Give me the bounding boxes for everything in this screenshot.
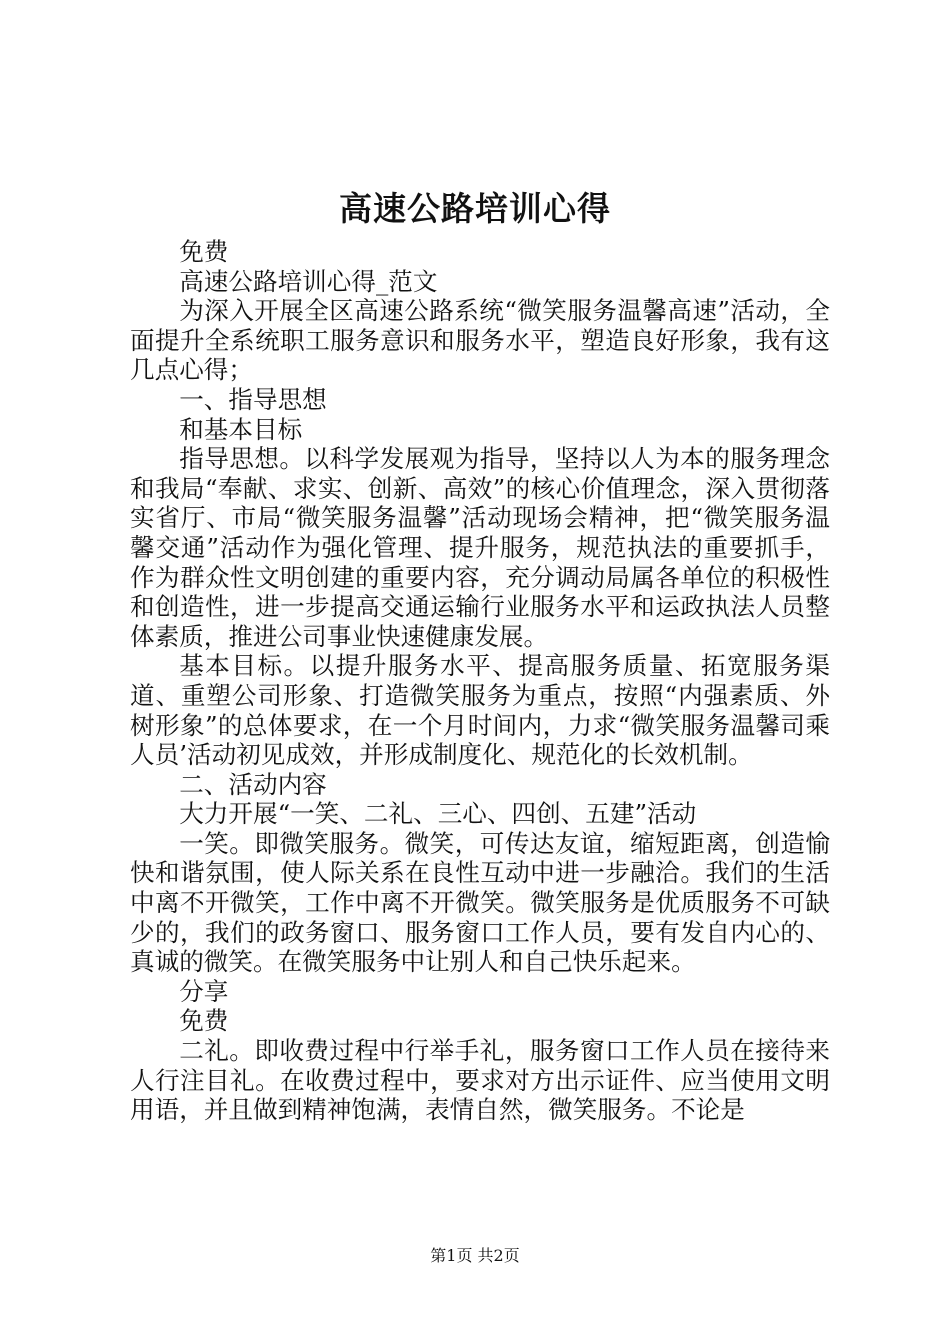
paragraph: 大力开展“一笑、二礼、三心、四创、五建”活动 [179,799,697,829]
paragraph: 为深入开展全区高速公路系统“微笑服务温馨高速”活动，全面提升全系统职工服务意识和服务水平，塑造良好形象，我有这几点心得； [130,296,830,385]
paragraph: 一笑。即微笑服务。微笑，可传达友谊，缩短距离，创造愉快和谐氛围，使人际关系在良性互动中进一步融洽。我们的生活中离不开微笑，工作中离不开微笑。微笑服务是优质服务不可缺少的，我们的政务窗口、服务窗口工作人员，要有发自内心的、真诚的微笑。在微笑服务中让别人和自己快乐起来。 [130,828,830,977]
paragraph: 免费 [179,237,229,266]
paragraph: 基本目标。以提升服务水平、提高服务质量、拓宽服务渠道、重塑公司形象、打造微笑服务为重点，按照“内强素质、外树形象”的总体要求，在一个月时间内，力求“微笑服务温馨司乘人员’活动初见成效，并形成制度化、规范化的长效机制。 [130,651,830,770]
paragraph: 分享 [179,976,229,1006]
paragraph: 指导思想。以科学发展观为指导，坚持以人为本的服务理念和我局“奉献、求实、创新、高效”的核心价值理念，深入贯彻落实省厅、市局“微笑服务温馨”活动现场会精神，把“微笑服务温馨交通”活动作为强化管理、提升服务，规范执法的重要抓手，作为群众性文明创建的重要内容，充分调动局属各单位的积极性和创造性，进一步提高交通运输行业服务水平和运政执法人员整体素质，推进公司事业快速健康发展。 [130,444,830,651]
document-title: 高速公路培训心得 [339,189,611,228]
paragraph: 免费 [179,1006,229,1036]
paragraph: 高速公路培训心得_范文 [179,266,438,296]
document-body [130,237,830,1125]
page-footer: 第1页 共2页 [430,1246,520,1265]
section-heading: 一、指导思想 [179,384,327,414]
section-heading: 二、活动内容 [179,769,327,799]
paragraph: 和基本目标 [179,414,303,444]
paragraph: 二礼。即收费过程中行举手礼，服务窗口工作人员在接待来人行注目礼。在收费过程中，要求对方出示证件、应当使用文明用语，并且做到精神饱满，表情自然，微笑服务。不论是 [130,1036,830,1125]
